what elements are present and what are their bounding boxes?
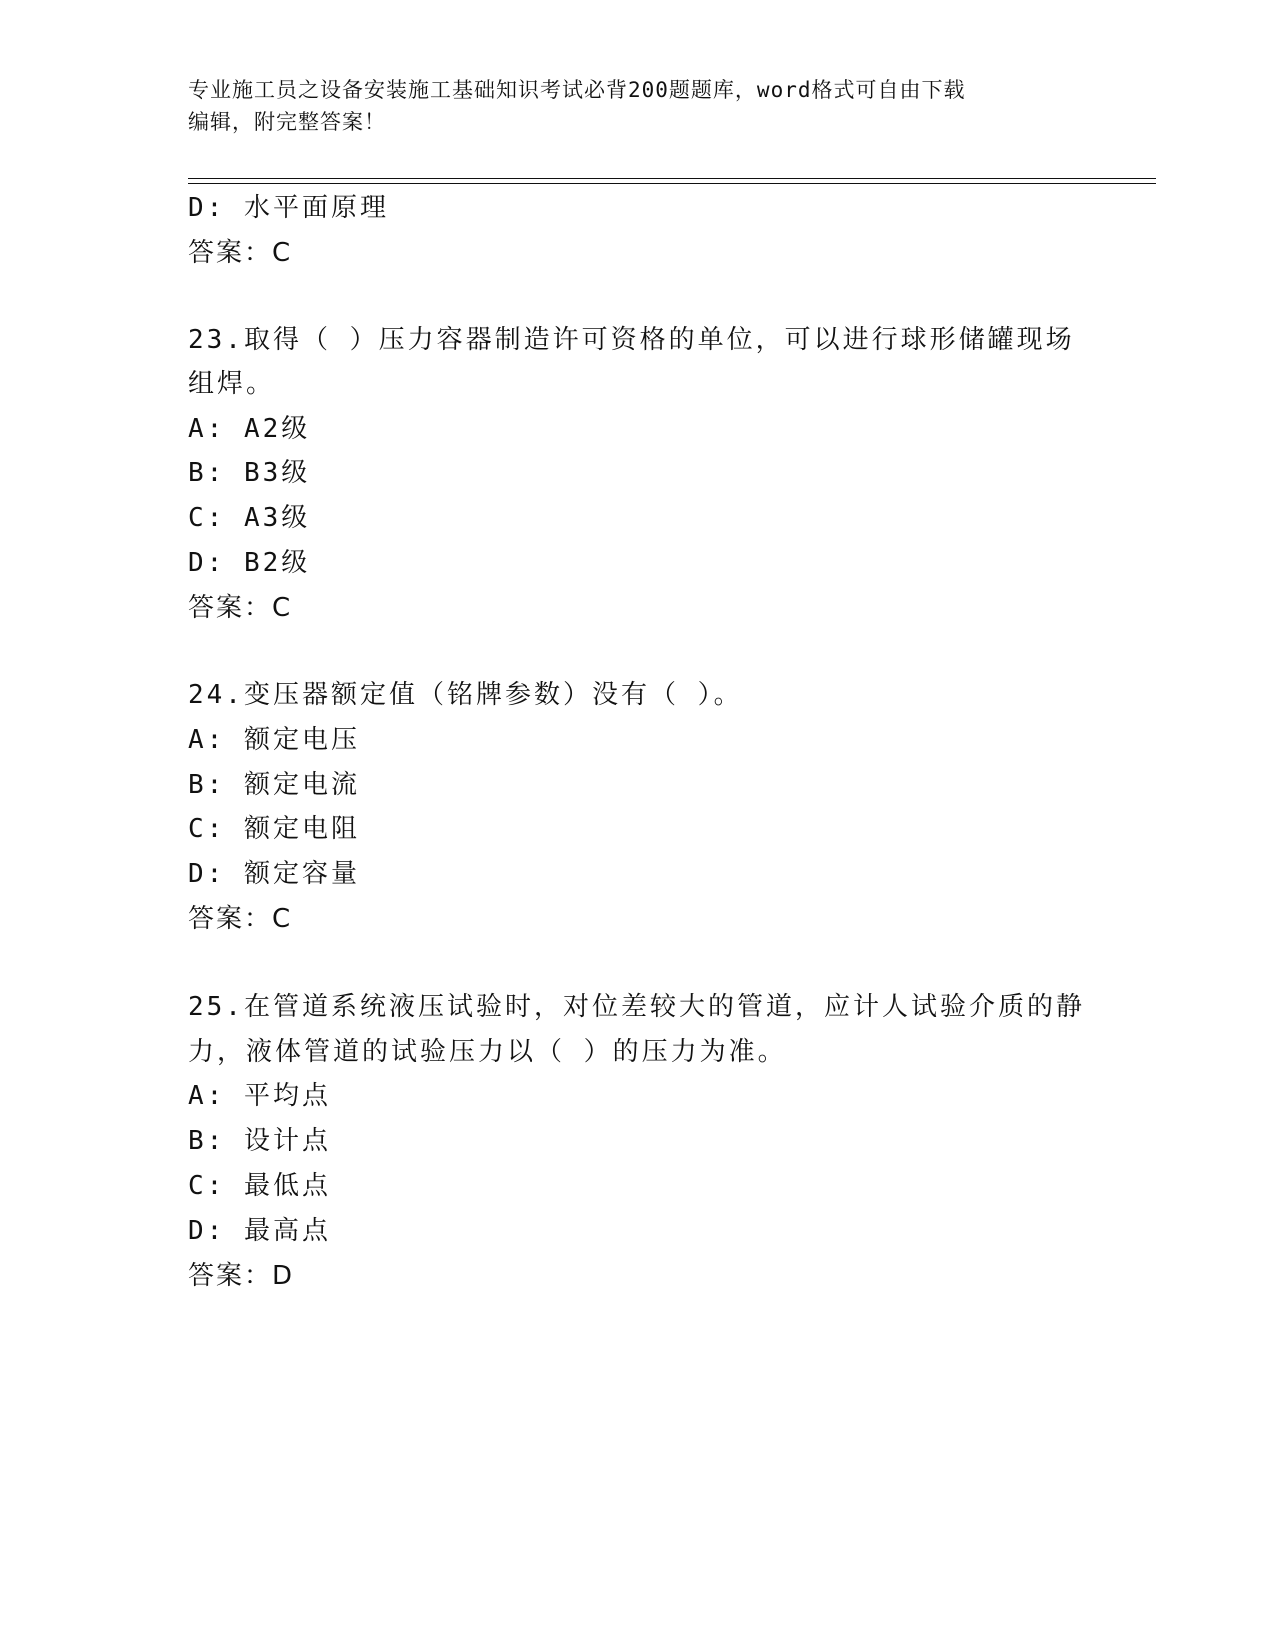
q23-option-d: D: B2级 — [188, 548, 311, 578]
q23-option-c: C: A3级 — [188, 503, 311, 533]
q25-stem-line-1: 25.在管道系统液压试验时，对位差较大的管道，应计人试验介质的静 — [188, 992, 1085, 1022]
document-header — [188, 74, 1068, 138]
q23-stem-line-1: 23.取得（ ）压力容器制造许可资格的单位，可以进行球形储罐现场 — [188, 325, 1075, 355]
header-divider-top — [188, 178, 1156, 179]
q23-option-b: B: B3级 — [188, 458, 311, 488]
prev-option-d: D: 水平面原理 — [188, 193, 389, 223]
header-divider-bottom — [188, 183, 1156, 184]
q23-option-a: A: A2级 — [188, 414, 311, 444]
q24-option-a: A: 额定电压 — [188, 725, 360, 755]
q25-option-b: B: 设计点 — [188, 1126, 331, 1156]
header-line-2: 编辑，附完整答案！ — [188, 110, 386, 134]
q24-option-c: C: 额定电阻 — [188, 814, 360, 844]
q23-answer: 答案：C — [188, 593, 293, 623]
q24-answer: 答案：C — [188, 904, 293, 934]
q25-answer: 答案：D — [188, 1261, 295, 1291]
q25-option-a: A: 平均点 — [188, 1081, 331, 1111]
q24-stem-line-1: 24.变压器额定值（铭牌参数）没有（ ）。 — [188, 680, 743, 710]
q24-option-d: D: 额定容量 — [188, 859, 360, 889]
header-line-1: 专业施工员之设备安装施工基础知识考试必背200题题库，word格式可自由下载 — [188, 78, 966, 102]
q23-stem-line-2: 组焊。 — [188, 369, 276, 399]
q25-option-c: C: 最低点 — [188, 1171, 331, 1201]
q25-option-d: D: 最高点 — [188, 1216, 331, 1246]
q24-option-b: B: 额定电流 — [188, 770, 360, 800]
prev-answer: 答案：C — [188, 238, 293, 268]
q25-stem-line-2: 力，液体管道的试验压力以（ ）的压力为准。 — [188, 1037, 787, 1067]
